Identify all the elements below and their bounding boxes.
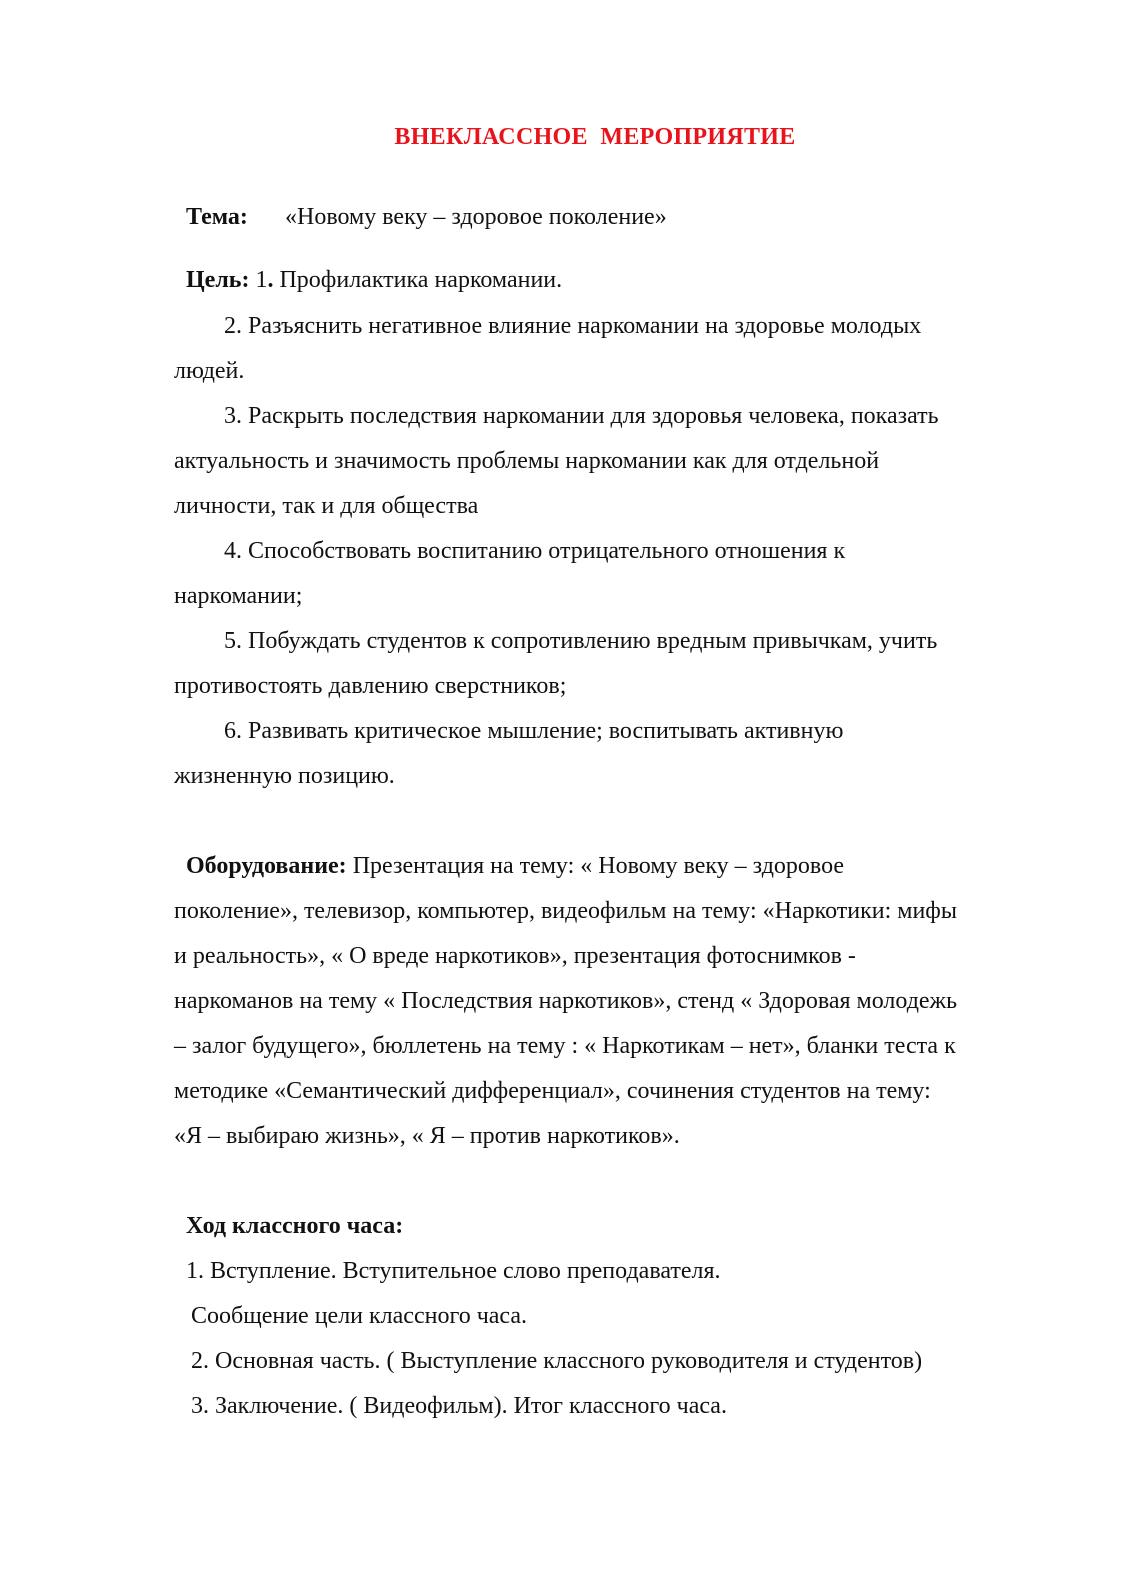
goal-1-text: Профилактика наркомании.	[273, 267, 563, 293]
equipment-line: наркоманов на тему « Последствия наркотиков», стенд « Здоровая молодежь	[174, 988, 958, 1014]
course-heading	[186, 1211, 403, 1241]
course-item: 1. Вступление. Вступительное слово преподавателя.	[186, 1258, 721, 1284]
goal-line: наркомании;	[174, 583, 303, 609]
goal-1-dot: .	[267, 267, 274, 293]
goal-line: людей.	[174, 358, 245, 384]
theme-label: Тема:	[186, 204, 248, 230]
goal-line-1	[186, 265, 562, 295]
goal-label: Цель:	[186, 267, 250, 293]
equipment-label: Оборудование:	[186, 853, 347, 879]
course-item: 3. Заключение. ( Видеофильм). Итог классного часа.	[191, 1393, 727, 1419]
goal-line: 2. Разъяснить негативное влияние наркомании на здоровье молодых	[224, 313, 922, 339]
goal-1-number: 1	[249, 267, 268, 293]
equipment-line: «Я – выбираю жизнь», « Я – против наркотиков».	[174, 1123, 680, 1149]
goal-line: жизненную позицию.	[174, 763, 395, 789]
course-item: Сообщение цели классного часа.	[191, 1303, 528, 1329]
equipment-line: поколение», телевизор, компьютер, видеофильм на тему: «Наркотики: мифы	[174, 898, 957, 924]
theme-line	[186, 202, 248, 232]
equipment-line: – залог будущего», бюллетень на тему : « Наркотикам – нет», бланки теста к	[174, 1033, 956, 1059]
goal-line: личности, так и для общества	[174, 493, 479, 519]
equipment-line: методике «Семантический дифференциал», сочинения студентов на тему:	[174, 1078, 931, 1104]
course-item: 2. Основная часть. ( Выступление классного руководителя и студентов)	[191, 1348, 923, 1374]
theme-value: «Новому веку – здоровое поколение»	[285, 204, 667, 230]
goal-line: 5. Побуждать студентов к сопротивлению вредным привычкам, учить	[224, 628, 938, 654]
document-title: ВНЕКЛАССНОЕ МЕРОПРИЯТИЕ	[394, 124, 796, 150]
goal-line: 3. Раскрыть последствия наркомании для здоровья человека, показать	[224, 403, 939, 429]
goal-line: 4. Способствовать воспитанию отрицательного отношения к	[224, 538, 846, 564]
equipment-line-1	[186, 851, 844, 881]
equipment-line: и реальность», « О вреде наркотиков», презентация фотоснимков -	[174, 943, 856, 969]
goal-line: противостоять давлению сверстников;	[174, 673, 567, 699]
equipment-text: Презентация на тему: « Новому веку – здоровое	[346, 853, 845, 879]
course-label: Ход классного часа:	[186, 1213, 404, 1239]
goal-line: актуальность и значимость проблемы наркомании как для отдельной	[174, 448, 880, 474]
goal-line: 6. Развивать критическое мышление; воспитывать активную	[224, 718, 844, 744]
